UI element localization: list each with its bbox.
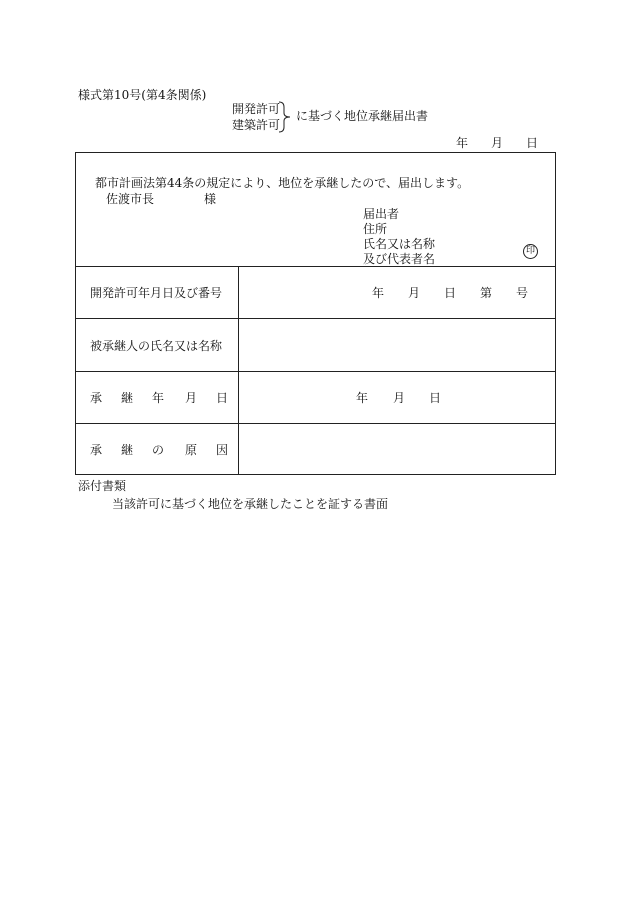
succession-reason-label-2: 継	[121, 443, 134, 457]
permit-number-dai: 第	[480, 286, 493, 300]
seal-mark: 印	[523, 244, 538, 259]
permit-date-year: 年	[372, 286, 385, 300]
permit-number-go: 号	[516, 286, 529, 300]
header-date-day: 日	[526, 136, 539, 150]
permit-option-development: 開発許可	[232, 102, 281, 116]
row-divider	[76, 423, 555, 424]
permit-option-building: 建築許可	[232, 118, 281, 132]
permit-date-month: 月	[408, 286, 421, 300]
right-brace-icon	[278, 101, 292, 133]
attachments-heading: 添付書類	[78, 479, 127, 493]
permit-date-label: 開発許可年月日及び番号	[90, 286, 223, 300]
permit-date-day: 日	[444, 286, 457, 300]
row-divider	[76, 318, 555, 319]
permit-type-options	[232, 101, 280, 133]
succession-reason-label-4: 原	[185, 443, 198, 457]
succession-reason-label-5: 因	[216, 443, 229, 457]
succession-date-day: 日	[429, 391, 442, 405]
succession-reason-label-1: 承	[90, 443, 103, 457]
addressee: 佐渡市長	[106, 192, 155, 206]
column-divider	[238, 266, 239, 474]
succession-date-label-3: 年	[152, 391, 165, 405]
header-date-year: 年	[456, 136, 469, 150]
form-title: に基づく地位承継届出書	[296, 109, 429, 123]
addressee-honorific: 様	[204, 192, 217, 206]
succession-date-label-5: 日	[216, 391, 229, 405]
notifier-label: 届出者	[363, 207, 400, 221]
form-number: 様式第10号(第4条関係)	[78, 88, 207, 102]
row-divider	[76, 371, 555, 372]
predecessor-label: 被承継人の氏名又は名称	[90, 339, 223, 353]
notice-statement: 都市計画法第44条の規定により、地位を承継したので、届出します。	[95, 176, 470, 190]
attachments-item: 当該許可に基づく地位を承継したことを証する書面	[112, 497, 389, 511]
address-label: 住所	[363, 222, 388, 236]
row-divider	[76, 266, 555, 267]
succession-reason-label-3: の	[152, 443, 165, 457]
succession-date-label-4: 月	[185, 391, 198, 405]
representative-label: 及び代表者名	[363, 252, 436, 266]
name-label: 氏名又は名称	[363, 237, 436, 251]
notification-form-table	[75, 152, 556, 475]
header-date-month: 月	[491, 136, 504, 150]
succession-date-label-2: 継	[121, 391, 134, 405]
succession-date-year: 年	[356, 391, 369, 405]
succession-date-label-1: 承	[90, 391, 103, 405]
succession-date-month: 月	[393, 391, 406, 405]
